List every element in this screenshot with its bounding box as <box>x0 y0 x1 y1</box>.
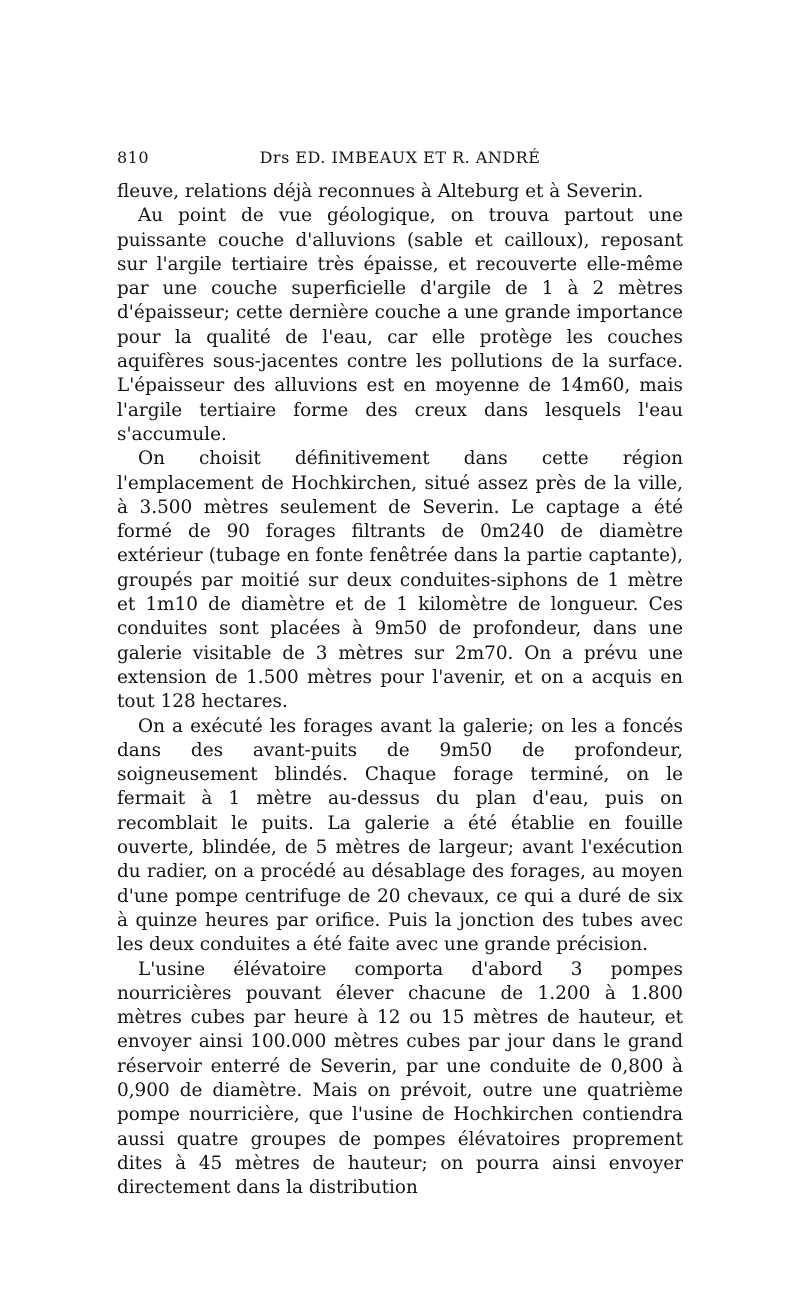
paragraph-hochkirchen-site: On choisit définitivement dans cette région l'emplacement de Hochkirchen, situé assez près de la ville, à 3.500 mètres seulement de Severin. Le captage a été formé de 90 forages filtrants de 0m240 de diamètre extérieur (tubage en fonte fenêtrée dans la partie captante), groupés par moitié sur deux conduites-siphons de 1 mètre et 1m10 de diamètre et de 1 kilomètre de longueur. Ces conduites sont placées à 9m50 de profondeur, dans une galerie visitable de 3 mètres sur 2m70. On a prévu une extension de 1.500 mètres pour l'avenir, et on a acquis en tout 128 hectares. <box>117 448 683 713</box>
running-head-authors: Drs ED. IMBEAUX ET R. ANDRÉ <box>259 148 541 167</box>
book-page <box>117 148 683 1200</box>
page-number: 810 <box>117 148 150 167</box>
paragraph-drilling: On a exécuté les forages avant la galerie; on les a foncés dans des avant-puits de 9m50 de profondeur, soigneusement blindés. Chaque forage terminé, on le fermait à 1 mètre au-dessus du plan d'eau, puis on recomblait le puits. La galerie a été établie en fouille ouverte, blindée, de 5 mètres de largeur; avant l'exécution du radier, on a procédé au désablage des forages, au moyen d'une pompe centrifuge de 20 chevaux, ce qui a duré de six à quinze heures par orifice. Puis la jonction des tubes avec les deux conduites a été faite avec une grande précision. <box>117 715 683 956</box>
paragraph-continued: fleuve, relations déjà reconnues à Alteburg et à Severin. <box>117 181 644 202</box>
body-text <box>117 180 683 1200</box>
paragraph-pumping-station: L'usine élévatoire comporta d'abord 3 pompes nourricières pouvant élever chacune de 1.200 à 1.800 mètres cubes par heure à 12 ou 15 mètres de hauteur, et envoyer ainsi 100.000 mètres cubes par jour dans le grand réservoir enterré de Severin, par une conduite de 0,800 à 0,900 de diamètre. Mais on prévoit, outre une quatrième pompe nourricière, que l'usine de Hochkirchen contiendra aussi quatre groupes de pompes élévatoires proprement dites à 45 mètres de hauteur; on pourra ainsi envoyer directement dans la distribution <box>117 958 683 1199</box>
running-head <box>117 148 683 172</box>
paragraph-geology: Au point de vue géologique, on trouva partout une puissante couche d'alluvions (sable et cailloux), reposant sur l'argile tertiaire très épaisse, et recouverte elle-même par une couche superficielle d'argile de 1 à 2 mètres d'épaisseur; cette dernière couche a une grande importance pour la qualité de l'eau, car elle protège les couches aquifères sous-jacentes contre les pollutions de la surface. L'épaisseur des alluvions est en moyenne de 14m60, mais l'argile tertiaire forme des creux dans lesquels l'eau s'accumule. <box>117 205 683 445</box>
